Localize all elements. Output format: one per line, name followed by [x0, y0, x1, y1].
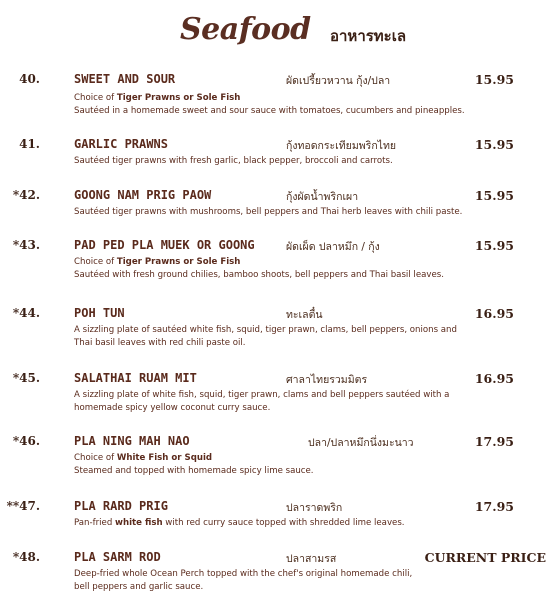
item-name: PAD PED PLA MUEK OR GOONG — [74, 238, 255, 252]
item-number: *42. — [12, 188, 40, 202]
item-thai-name: ทะเลตื๋น — [286, 309, 323, 321]
item-description: A sizzling plate of white fish, squid, tiger prawn, clams and bell peppers sautéed with a homemade spicy yellow coconut curry sauce. — [74, 390, 450, 413]
item-number: 41. — [19, 137, 40, 151]
item-thai-name: ปลาราดพริก — [286, 502, 343, 514]
item-number: 40. — [19, 72, 40, 86]
item-name: SWEET AND SOUR — [74, 72, 176, 86]
item-thai-name: ศาลาไทยรวมมิตร — [286, 374, 368, 386]
item-number: *44. — [12, 306, 40, 320]
item-description: Deep-fried whole Ocean Perch topped with the chef's original homemade chili, bell peppers and garlic sauce. — [74, 569, 413, 592]
item-price: 15.95 — [474, 238, 514, 253]
item-name: POH TUN — [74, 306, 125, 320]
item-price: 16.95 — [474, 306, 514, 321]
item-description: Choice of White Fish or Squid Steamed and topped with homemade spicy lime sauce. — [74, 452, 514, 478]
item-number: *48. — [12, 550, 40, 564]
item-choice: Choice of White Fish or Squid — [74, 453, 213, 463]
item-price: CURRENT PRICE — [424, 550, 546, 565]
item-number: *46. — [12, 434, 40, 448]
item-number: **47. — [6, 499, 40, 513]
item-number: *43. — [12, 238, 40, 252]
item-description: A sizzling plate of sautéed white fish, squid, tiger prawn, clams, bell peppers, onions and Thai basil leaves with red chili paste oil. — [74, 325, 457, 348]
item-name: GOONG NAM PRIG PAOW — [74, 188, 212, 202]
section-title: Seafood — [180, 12, 311, 47]
item-description: Pan-fried white fish with red curry sauce topped with shredded lime leaves. — [74, 518, 405, 528]
item-description: Sautéed tiger prawns with fresh garlic, black pepper, broccoli and carrots. — [74, 156, 393, 166]
item-name: GARLIC PRAWNS — [74, 137, 168, 151]
item-thai-name: กุ้งผัดน้ำพริกเผา — [286, 191, 359, 203]
item-thai-name: ผัดเผ็ด ปลาหมึก / กุ้ง — [286, 241, 380, 253]
item-price: 17.95 — [474, 499, 514, 514]
item-description: Choice of Tiger Prawns or Sole Fish Sautéed in a homemade sweet and sour sauce with tomatoes, cucumbers and pineapples. — [74, 92, 514, 118]
item-thai-name: ผัดเปรี้ยวหวาน กุ้ง/ปลา — [286, 75, 391, 87]
item-description: Sautéed tiger prawns with mushrooms, bell peppers and Thai herb leaves with chili paste. — [74, 207, 463, 217]
item-name: PLA RARD PRIG — [74, 499, 168, 513]
item-thai-name: ปลาสามรส — [286, 553, 337, 565]
item-thai-name: ปลา/ปลาหมึกนึ่งมะนาว — [308, 437, 414, 449]
item-name: SALATHAI RUAM MIT — [74, 371, 197, 385]
section-title-thai: อาหารทะเล — [330, 27, 407, 45]
item-price: 17.95 — [474, 434, 514, 449]
item-choice: Choice of Tiger Prawns or Sole Fish — [74, 93, 241, 103]
item-price: 15.95 — [474, 72, 514, 87]
item-description: Choice of Tiger Prawns or Sole Fish Sautéed with fresh ground chilies, bamboo shoots, bell peppers and Thai basil leaves. — [74, 256, 514, 282]
item-name: PLA SARM ROD — [74, 550, 161, 564]
item-name: PLA NING MAH NAO — [74, 434, 190, 448]
item-number: *45. — [12, 371, 40, 385]
item-thai-name: กุ้งทอดกระเทียมพริกไทย — [286, 140, 397, 152]
page-header — [0, 12, 550, 56]
item-price: 15.95 — [474, 188, 514, 203]
item-choice: Choice of Tiger Prawns or Sole Fish — [74, 257, 241, 267]
item-price: 16.95 — [474, 371, 514, 386]
item-price: 15.95 — [474, 137, 514, 152]
